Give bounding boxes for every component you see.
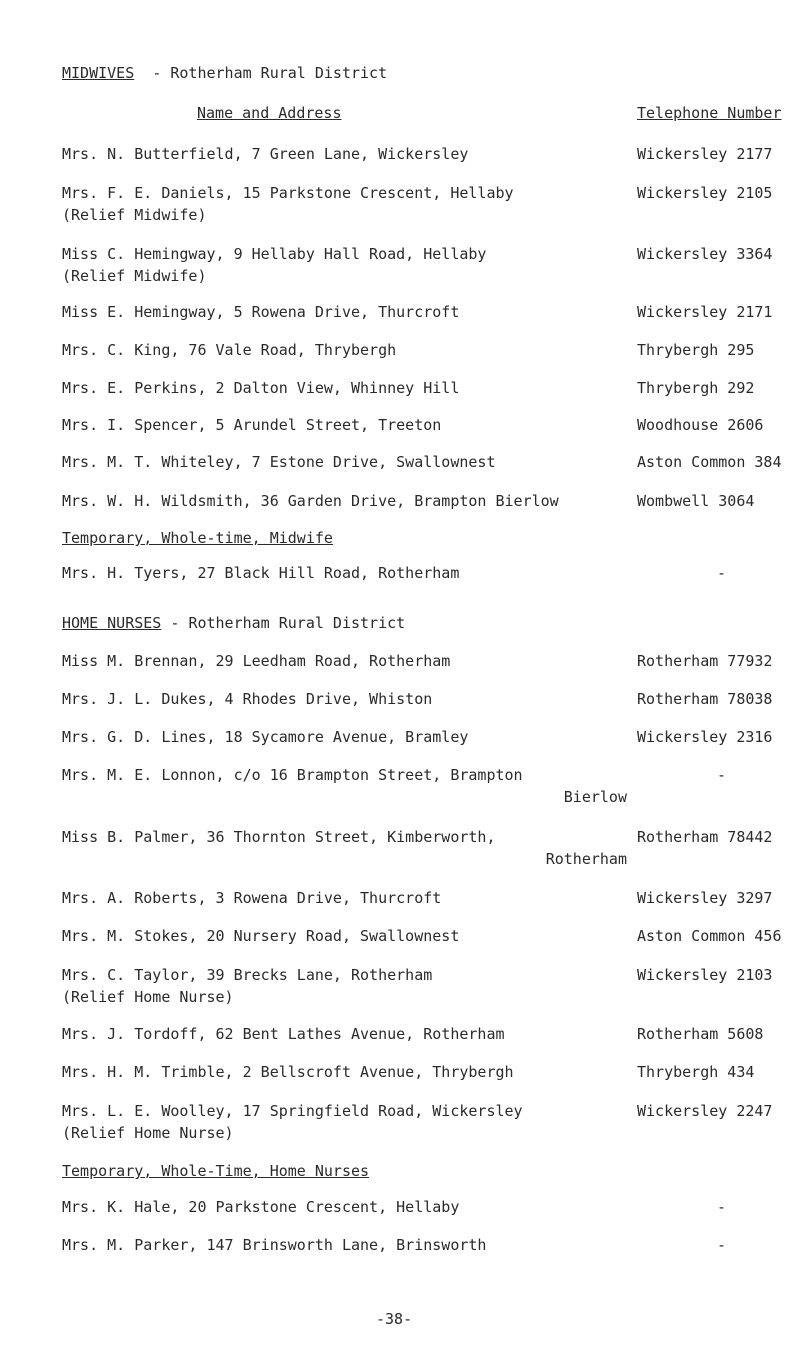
entry-telephone: Wickersley 2105 bbox=[637, 184, 773, 202]
entry-name-address: Miss E. Hemingway, 5 Rowena Drive, Thurcroft bbox=[62, 303, 460, 321]
entry-name-address: Mrs. K. Hale, 20 Parkstone Crescent, Hellaby bbox=[62, 1198, 460, 1216]
entry-name-address: Mrs. M. T. Whiteley, 7 Estone Drive, Swallownest bbox=[62, 453, 496, 471]
entry-telephone: Wickersley 2247 bbox=[637, 1102, 773, 1120]
entry-telephone: Wickersley 2316 bbox=[637, 728, 773, 746]
entry-telephone: Aston Common 456 bbox=[637, 927, 782, 945]
entry-name-address: Mrs. H. M. Trimble, 2 Bellscroft Avenue, Thrybergh bbox=[62, 1063, 514, 1081]
home-nurses-title: HOME NURSES bbox=[62, 614, 162, 632]
temporary-nurses-heading: Temporary, Whole-Time, Home Nurses bbox=[62, 1162, 370, 1180]
entry-telephone: Woodhouse 2606 bbox=[637, 416, 764, 434]
entry-telephone: Rotherham 5608 bbox=[637, 1025, 764, 1043]
entry-telephone: Thrybergh 295 bbox=[637, 341, 755, 359]
entry-telephone: Wombwell 3064 bbox=[637, 492, 755, 510]
entry-name-address: Mrs. M. Stokes, 20 Nursery Road, Swallownest bbox=[62, 927, 460, 945]
entry-name-address: Mrs. J. Tordoff, 62 Bent Lathes Avenue, Rotherham bbox=[62, 1025, 505, 1043]
entry-name-address: Mrs. M. Parker, 147 Brinsworth Lane, Brinsworth bbox=[62, 1236, 487, 1254]
entry-telephone: - bbox=[717, 1198, 727, 1216]
page-number: -38- bbox=[376, 1310, 413, 1328]
midwives-heading bbox=[62, 64, 387, 82]
entry-name-address: Mrs. J. L. Dukes, 4 Rhodes Drive, Whiston bbox=[62, 690, 433, 708]
temporary-midwife-heading: Temporary, Whole-time, Midwife bbox=[62, 529, 333, 547]
home-nurses-heading bbox=[62, 612, 760, 634]
midwives-title: MIDWIVES bbox=[62, 64, 135, 82]
entry-name-address: Mrs. N. Butterfield, 7 Green Lane, Wickersley bbox=[62, 145, 469, 163]
heading-separator: - bbox=[152, 64, 162, 82]
entry-telephone: - bbox=[717, 564, 727, 582]
entry-name-address: Mrs. G. D. Lines, 18 Sycamore Avenue, Bramley bbox=[62, 728, 469, 746]
entry-name-address: Mrs. C. King, 76 Vale Road, Thrybergh bbox=[62, 341, 397, 359]
entry-telephone: Wickersley 2103 bbox=[637, 966, 773, 984]
entry-telephone: Rotherham 78038 bbox=[637, 690, 773, 708]
heading-separator: - bbox=[170, 614, 180, 632]
entry-telephone: Aston Common 384 bbox=[637, 453, 782, 471]
entry-name-address: Mrs. H. Tyers, 27 Black Hill Road, Rotherham bbox=[62, 564, 460, 582]
entry-name-address: Miss C. Hemingway, 9 Hellaby Hall Road, Hellaby (Relief Midwife) bbox=[62, 245, 487, 285]
column-header-telephone: Telephone Number bbox=[637, 104, 782, 122]
column-header-name: Name and Address bbox=[197, 104, 342, 122]
entry-name-address: Mrs. L. E. Woolley, 17 Springfield Road, Wickersley (Relief Home Nurse) bbox=[62, 1102, 523, 1142]
entry-telephone: Rotherham 77932 bbox=[637, 652, 773, 670]
entry-telephone: Thrybergh 434 bbox=[637, 1063, 755, 1081]
entry-name-address: Mrs. A. Roberts, 3 Rowena Drive, Thurcroft bbox=[62, 889, 442, 907]
entry-name-address: Mrs. F. E. Daniels, 15 Parkstone Crescent, Hellaby (Relief Midwife) bbox=[62, 184, 514, 224]
entry-name-address: Mrs. M. E. Lonnon, c/o 16 Brampton Street, Brampton Bierlow bbox=[62, 766, 627, 806]
heading-district: Rotherham Rural District bbox=[170, 64, 388, 82]
entry-telephone: - bbox=[717, 1236, 727, 1254]
heading-district: Rotherham Rural District bbox=[188, 614, 406, 632]
entry-telephone: Wickersley 3297 bbox=[637, 889, 773, 907]
entry-telephone: Wickersley 2177 bbox=[637, 145, 773, 163]
entry-telephone: Wickersley 3364 bbox=[637, 245, 773, 263]
entry-name-address: Mrs. E. Perkins, 2 Dalton View, Whinney Hill bbox=[62, 379, 460, 397]
entry-name-address: Miss B. Palmer, 36 Thornton Street, Kimberworth, Rotherham bbox=[62, 828, 627, 868]
entry-telephone: Thrybergh 292 bbox=[637, 379, 755, 397]
entry-name-address: Miss M. Brennan, 29 Leedham Road, Rotherham bbox=[62, 652, 451, 670]
entry-telephone: Rotherham 78442 bbox=[637, 828, 773, 846]
entry-telephone: - bbox=[717, 766, 727, 784]
entry-name-address: Mrs. C. Taylor, 39 Brecks Lane, Rotherham (Relief Home Nurse) bbox=[62, 966, 433, 1006]
entry-telephone: Wickersley 2171 bbox=[637, 303, 773, 321]
entry-name-address: Mrs. I. Spencer, 5 Arundel Street, Treeton bbox=[62, 416, 442, 434]
entry-name-address: Mrs. W. H. Wildsmith, 36 Garden Drive, Brampton Bierlow bbox=[62, 492, 559, 510]
